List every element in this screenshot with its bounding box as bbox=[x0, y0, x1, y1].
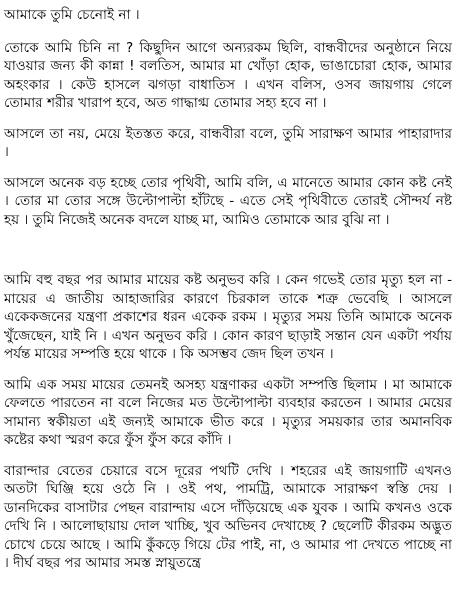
paragraph-7: বারান্দার বেতের চেয়ারে বসে দূরের পথটি দেখি । শহরের এই জায়গাটি এখনও অতটা ঘিঞ্জি হয়ে ওঠে নি । ওই পথ, পামট্রি, আমাকে সারাক্ষণ স্বস্তি দেয় । ডানদিকের বাসাটার পেছন বারান্দায় এসে দাঁড়িয়েছে এক যুবক । আমি কখনও ওকে দেখি নি । আলোছায়ায় দোল খাচ্ছি, খুব অভিনব দেখাচ্ছে ? ছেলেটি কীরকম অদ্ভুত চোখে চেয়ে আছে । আমি কুঁকড়ে গিয়ে টের পাই, না, ও আমার পা দেখতে পাচ্ছে না । দীর্ঘ বছর পর আমার সমস্ত স্নায়ুতন্ত্রে bbox=[4, 462, 452, 571]
paragraph-2: তোকে আমি চিনি না ? কিছুদিন আগে অন্যরকম ছিলি, বান্ধবীদের অনুষ্ঠানে নিয়ে যাওয়ার জন্য কী কান্না ! বলতিস, আমার মা খোঁড়া হোক, ভাঙাচোরা হোক, আমার অহংকার । কেউ হাসলে ঝগড়া বাধাতিস । এখন বলিস, ওসব জায়গায় গেলে তোমার শরীর খারাপ হবে, অত গাদ্ধাগ্ম তোমার সহ্য হবে না । bbox=[4, 39, 452, 111]
paragraph-5: আমি বহু বছর পর আমার মায়ের কষ্ট অনুভব করি । কেন গভেই তোর মৃত্যু হল না - মায়ের এ জাতীয় আহাজারির কারণে চিরকাল তাকে শত্রু ভেবেছি । আসলে একেকজনের যন্ত্রণা প্রকাশের ধরন একেক রকম । মৃত্যুর সময় তিনি আমাকে অনেক খুঁজেছেন, যাই নি । এখন অনুভব করি । কোন কারণ ছাড়াই সন্তান যেন একটা পর্যায় পর্যন্ত মায়ের সম্পত্তি হয়ে থাকে । কি অসম্ভব জেদ ছিল তখন । bbox=[4, 272, 452, 362]
paragraph-spacer bbox=[4, 113, 452, 125]
paragraph-3: আসলে তা নয়, মেয়ে ইতস্তত করে, বান্ধবীরা বলে, তুমি সারাক্ষণ আমার পাহারাদার । bbox=[4, 125, 452, 160]
paragraph-spacer bbox=[4, 25, 452, 39]
paragraph-6: আমি এক সময় মায়ের তেমনই অসহ্য যন্ত্রণাকর একটা সম্পত্তি ছিলাম । মা আমাকে ফেলতে পারতেন না বলে নিজের মত উল্টোপাল্টা ব্যবহার করতেন । আমার মেয়ের সামান্য স্বকীয়তা এই জন্যই আমাকে ভীত করে । মৃত্যুর সময়কার তার অমানবিক কষ্টের কথা স্মরণ করে ফুঁস ফুঁস করে কাঁদি । bbox=[4, 376, 452, 448]
paragraph-spacer bbox=[4, 162, 452, 174]
paragraph-spacer bbox=[4, 450, 452, 462]
paragraph-4: আসলে অনেক বড় হচ্ছে তোর পৃথিবী, আমি বলি, এ মানেতে আমার কোন কষ্ট নেই । তোর মা তোর সঙ্গে উল্টোপাল্টা হাঁটছে - এতে সেই পৃথিবীতে তোরই সৌন্দর্য নষ্ট হয় । তুমি নিজেই অনেক বদলে যাচ্ছ মা, আমিও তোমাকে আর বুঝি না । bbox=[4, 174, 452, 228]
paragraph-spacer bbox=[4, 364, 452, 376]
paragraph-1: আমাকে তুমি চেনোই না । bbox=[4, 7, 140, 23]
section-break bbox=[4, 229, 452, 271]
